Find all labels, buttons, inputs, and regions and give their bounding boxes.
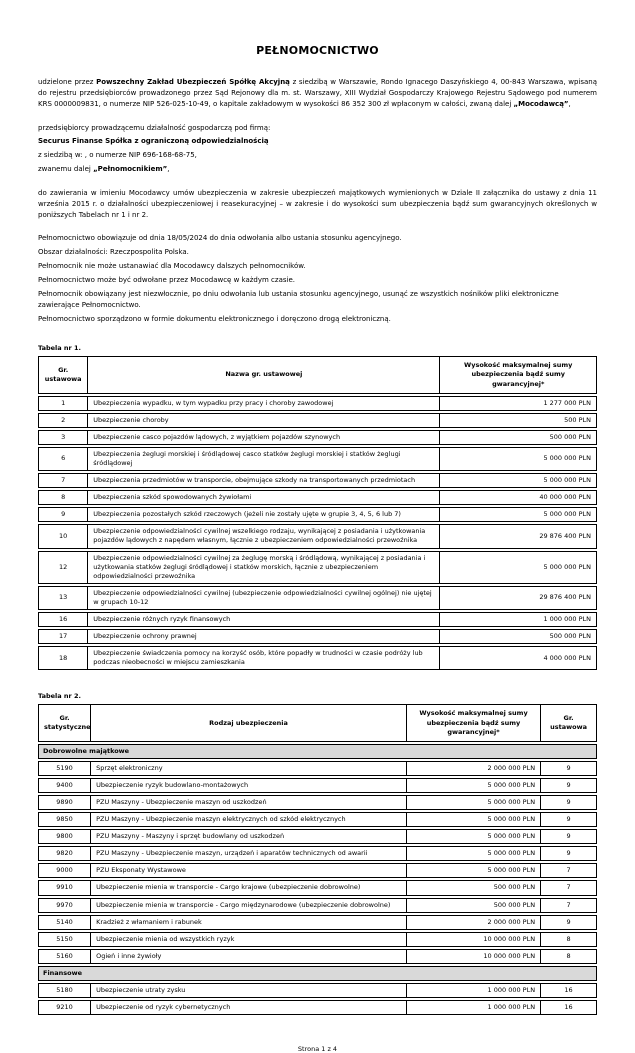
cell-group-number: 16	[541, 1000, 597, 1015]
page-number: Strona 1 z 4	[297, 1045, 338, 1053]
cell-group-number: 9	[541, 778, 597, 793]
cell-section-label: Dobrowolne majątkowe	[38, 744, 597, 759]
text-run: zwanemu dalej	[38, 165, 94, 174]
cell-max-sum: 2 000 000 PLN	[407, 915, 541, 930]
cell-max-sum: 29 876 400 PLN	[440, 524, 597, 548]
cell-insurance-type: Kradzież z włamaniem i rabunek	[91, 915, 407, 930]
table1-row	[38, 413, 597, 428]
cell-max-sum: 29 876 400 PLN	[440, 586, 597, 610]
cell-stat-code: 9970	[38, 898, 91, 913]
cell-max-sum: 1 277 000 PLN	[440, 396, 597, 411]
cell-max-sum: 1 000 000 PLN	[440, 612, 597, 627]
cell-stat-code: 5190	[38, 761, 91, 776]
cell-group-number: 2	[38, 413, 88, 428]
cell-stat-code: 9800	[38, 829, 91, 844]
cell-group-number: 16	[38, 612, 88, 627]
text-run-company-name: Powszechny Zakład Ubezpieczeń Spółkę Akcyjną	[96, 78, 290, 86]
table1-header-name: Nazwa gr. ustawowej	[88, 356, 440, 393]
intro-paragraph-agent-lead: przedsiębiorcy prowadzącemu działalność gospodarczą pod firmą:	[38, 123, 271, 132]
table1-row	[38, 646, 597, 670]
cell-stat-code: 9210	[38, 1000, 91, 1015]
table2-header-row	[38, 704, 597, 741]
revocation-paragraph: Pełnomocnictwo może być odwołane przez Mocodawcę w każdym czasie.	[38, 275, 295, 284]
cell-insurance-type: Ubezpieczenie od ryzyk cybernetycznych	[91, 1000, 407, 1015]
agent-alias-line	[38, 164, 597, 175]
cell-stat-code: 5180	[38, 983, 91, 998]
table2-row	[38, 778, 597, 793]
table2-header-stat-group: Gr. statystyczne	[38, 704, 91, 741]
table1-row	[38, 612, 597, 627]
cell-max-sum: 5 000 000 PLN	[407, 795, 541, 810]
cell-stat-code: 9820	[38, 846, 91, 861]
cell-max-sum: 500 000 PLN	[407, 898, 541, 913]
text-run-agent-alias: „Pełnomocnikiem”	[93, 165, 168, 174]
table1-row	[38, 490, 597, 505]
cell-insurance-type: Sprzęt elektroniczny	[91, 761, 407, 776]
table1-row	[38, 473, 597, 488]
text-run: ,	[568, 99, 571, 108]
table2-section-row	[38, 744, 597, 759]
cell-group-number: 6	[38, 447, 88, 471]
territory-paragraph: Obszar działalności: Rzeczpospolita Polska.	[38, 248, 189, 257]
cell-stat-code: 9000	[38, 863, 91, 878]
table2-row	[38, 932, 597, 947]
cell-group-number: 8	[541, 932, 597, 947]
text-run-grantor-alias: „Mocodawcą”	[513, 99, 569, 108]
cell-group-name: Ubezpieczenia wypadku, w tym wypadku przy pracy i choroby zawodowej	[88, 396, 440, 411]
sub-attorney-paragraph: Pełnomocnik nie może ustanawiać dla Mocodawcy dalszych pełnomocników.	[38, 262, 306, 271]
cell-insurance-type: Ubezpieczenie mienia w transporcie - Cargo międzynarodowe (ubezpieczenie dobrowolne)	[91, 898, 407, 913]
table1-row	[38, 524, 597, 548]
cell-group-number: 9	[541, 761, 597, 776]
cell-group-number: 18	[38, 646, 88, 670]
cell-max-sum: 5 000 000 PLN	[407, 778, 541, 793]
cell-group-name: Ubezpieczenie casco pojazdów lądowych, z wyjątkiem pojazdów szynowych	[88, 430, 440, 445]
table2-row	[38, 898, 597, 913]
table2-row	[38, 915, 597, 930]
cell-insurance-type: Ubezpieczenie ryzyk budowlano-montażowych	[91, 778, 407, 793]
cell-stat-code: 9910	[38, 880, 91, 895]
cell-max-sum: 500 000 PLN	[407, 880, 541, 895]
agent-company-name: Securus Finanse Spółka z ograniczoną odpowiedzialnością	[38, 137, 269, 146]
cell-group-name: Ubezpieczenie różnych ryzyk finansowych	[88, 612, 440, 627]
cell-insurance-type: PZU Maszyny - Ubezpieczenie maszyn elektrycznych od szkód elektrycznych	[91, 812, 407, 827]
text-run: udzielone przez	[38, 78, 97, 86]
table2-row	[38, 863, 597, 878]
table1-statutory-groups	[38, 354, 597, 672]
electronic-form-paragraph: Pełnomocnictwo sporządzono w formie dokumentu elektronicznego i doręczono drogą elektroniczną.	[38, 314, 391, 323]
table1-label: Tabela nr 1.	[38, 344, 82, 353]
cell-insurance-type: Ogień i inne żywioły	[91, 949, 407, 964]
table2-row	[38, 795, 597, 810]
table1-row	[38, 447, 597, 471]
cell-group-number: 9	[541, 915, 597, 930]
cell-stat-code: 9890	[38, 795, 91, 810]
cell-stat-code: 5150	[38, 932, 91, 947]
table2-statistical-groups	[38, 702, 597, 1017]
cell-group-number: 1	[38, 396, 88, 411]
cell-group-number: 17	[38, 629, 88, 644]
cell-max-sum: 5 000 000 PLN	[440, 447, 597, 471]
file-removal-paragraph: Pełnomocnik obowiązany jest niezwłocznie, po dniu odwołania lub ustania stosunku agencyjnego, usunąć ze wszystkich nośników pliki elektroniczne zawierające Pełnomocnictwo.	[38, 289, 559, 309]
table2-row	[38, 829, 597, 844]
cell-group-number: 9	[541, 795, 597, 810]
cell-max-sum: 5 000 000 PLN	[407, 812, 541, 827]
cell-group-name: Ubezpieczenia przedmiotów w transporcie, obejmujące szkody na transportowanych przedmiotach	[88, 473, 440, 488]
cell-stat-code: 9850	[38, 812, 91, 827]
text-run: z siedzibą w Warszawie, Rondo Ignacego Daszyńskiego 4, 00-843 Warszawa, wpisaną do rejestru przedsiębiorców prowadzonego przez Sąd Rejonowy dla m. st. Warszawy, XIII Wydział Gospodarczy Krajowego Rejestru Sądowego pod numerem KRS 0000009831, o numerze NIP 526-025-10-49, o kapitale zakładowym w wysokości 86 352 300 zł wpłaconym w całości, zwaną dalej	[38, 78, 597, 108]
table2-row	[38, 880, 597, 895]
cell-max-sum: 5 000 000 PLN	[407, 863, 541, 878]
cell-group-number: 8	[541, 949, 597, 964]
table1-row	[38, 629, 597, 644]
table2-header-type: Rodzaj ubezpieczenia	[91, 704, 407, 741]
cell-max-sum: 5 000 000 PLN	[407, 846, 541, 861]
cell-max-sum: 5 000 000 PLN	[407, 829, 541, 844]
cell-group-number: 7	[38, 473, 88, 488]
cell-group-name: Ubezpieczenia szkód spowodowanych żywiołami	[88, 490, 440, 505]
cell-max-sum: 10 000 000 PLN	[407, 949, 541, 964]
cell-insurance-type: Ubezpieczenie mienia od wszystkich ryzyk	[91, 932, 407, 947]
table1-row	[38, 551, 597, 584]
table1-header-row	[38, 356, 597, 393]
cell-group-number: 7	[541, 863, 597, 878]
cell-max-sum: 40 000 000 PLN	[440, 490, 597, 505]
cell-group-name: Ubezpieczenie odpowiedzialności cywilnej (ubezpieczenie odpowiedzialności cywilnej ogólnej) nie ujętej w grupach 10-12	[88, 586, 440, 610]
cell-group-number: 9	[38, 507, 88, 522]
table1-body	[38, 396, 597, 671]
cell-group-number: 7	[541, 898, 597, 913]
cell-insurance-type: PZU Maszyny - Maszyny i sprzęt budowlany od uszkodzeń	[91, 829, 407, 844]
cell-group-name: Ubezpieczenia pozostałych szkód rzeczowych (jeżeli nie zostały ujęte w grupie 3, 4, 5, 6 lub 7)	[88, 507, 440, 522]
cell-group-number: 13	[38, 586, 88, 610]
cell-max-sum: 500 PLN	[440, 413, 597, 428]
table1-row	[38, 586, 597, 610]
cell-group-number: 9	[541, 846, 597, 861]
cell-max-sum: 1 000 000 PLN	[407, 1000, 541, 1015]
cell-max-sum: 5 000 000 PLN	[440, 473, 597, 488]
cell-group-number: 3	[38, 430, 88, 445]
table2-row	[38, 761, 597, 776]
page-title: PEŁNOMOCNICTWO	[256, 44, 379, 57]
validity-paragraph: Pełnomocnictwo obowiązuje od dnia 18/05/2024 do dnia odwołania albo ustania stosunku agencyjnego.	[38, 234, 402, 243]
cell-stat-code: 5140	[38, 915, 91, 930]
table2-row	[38, 846, 597, 861]
table2-header-sum: Wysokość maksymalnej sumy ubezpieczenia bądź sumy gwarancyjnej*	[407, 704, 541, 741]
cell-group-number: 10	[38, 524, 88, 548]
cell-group-number: 8	[38, 490, 88, 505]
table2-section-row	[38, 966, 597, 981]
cell-max-sum: 500 000 PLN	[440, 629, 597, 644]
cell-group-number: 9	[541, 812, 597, 827]
table1-header-sum: Wysokość maksymalnej sumy ubezpieczenia bądź sumy gwarancyjnej*	[440, 356, 597, 393]
cell-insurance-type: PZU Maszyny - Ubezpieczenie maszyn od uszkodzeń	[91, 795, 407, 810]
table1-row	[38, 507, 597, 522]
table1-row	[38, 396, 597, 411]
cell-max-sum: 10 000 000 PLN	[407, 932, 541, 947]
cell-stat-code: 9400	[38, 778, 91, 793]
agent-address-nip: z siedzibą w: , o numerze NIP 696-168-68-75,	[38, 151, 197, 160]
cell-insurance-type: Ubezpieczenie utraty zysku	[91, 983, 407, 998]
cell-max-sum: 1 000 000 PLN	[407, 983, 541, 998]
cell-stat-code: 5160	[38, 949, 91, 964]
cell-group-number: 12	[38, 551, 88, 584]
scope-paragraph: do zawierania w imieniu Mocodawcy umów ubezpieczenia w zakresie ubezpieczeń majątkowych wymienionych w Dziale II załącznika do ustawy z dnia 11 września 2015 r. o działalności ubezpieczeniowej i reasekuracyjnej – w zakresie i do wysokości sum ubezpieczenia bądź sum gwarancyjnych określonych w poniższych Tabelach nr 1 i nr 2.	[38, 188, 597, 219]
cell-group-name: Ubezpieczenia żeglugi morskiej i śródlądowej casco statków żeglugi morskiej i statków żeglugi śródlądowej	[88, 447, 440, 471]
cell-group-name: Ubezpieczenie odpowiedzialności cywilnej za żeglugę morską i śródlądową, wynikającej z posiadania i użytkowania statków żeglugi śródlądowej i statków morskich, łącznie z ubezpieczeniem odpowiedzialności przewoźnika	[88, 551, 440, 584]
cell-max-sum: 500 000 PLN	[440, 430, 597, 445]
cell-max-sum: 5 000 000 PLN	[440, 551, 597, 584]
table1-row	[38, 430, 597, 445]
cell-section-label: Finansowe	[38, 966, 597, 981]
cell-max-sum: 2 000 000 PLN	[407, 761, 541, 776]
text-run: ,	[167, 165, 170, 174]
table2-header-group: Gr. ustawowa	[541, 704, 597, 741]
table1-header-group: Gr. ustawowa	[38, 356, 88, 393]
cell-max-sum: 4 000 000 PLN	[440, 646, 597, 670]
table2-row	[38, 983, 597, 998]
cell-group-number: 7	[541, 880, 597, 895]
table2-body	[38, 744, 597, 1016]
cell-group-name: Ubezpieczenie odpowiedzialności cywilnej wszelkiego rodzaju, wynikającej z posiadania i użytkowania pojazdów lądowych z napędem własnym, łącznie z ubezpieczeniem odpowiedzialności przewoźnika	[88, 524, 440, 548]
cell-insurance-type: PZU Maszyny - Ubezpieczenie maszyn, urządzeń i aparatów technicznych od awarii	[91, 846, 407, 861]
table2-row	[38, 1000, 597, 1015]
intro-paragraph-grantor	[38, 77, 597, 110]
cell-group-number: 16	[541, 983, 597, 998]
table2-row	[38, 812, 597, 827]
cell-max-sum: 5 000 000 PLN	[440, 507, 597, 522]
cell-group-name: Ubezpieczenie choroby	[88, 413, 440, 428]
cell-group-name: Ubezpieczenie ochrony prawnej	[88, 629, 440, 644]
table2-label: Tabela nr 2.	[38, 692, 82, 701]
table2-row	[38, 949, 597, 964]
cell-insurance-type: PZU Eksponaty Wystawowe	[91, 863, 407, 878]
cell-group-number: 9	[541, 829, 597, 844]
cell-insurance-type: Ubezpieczenie mienia w transporcie - Cargo krajowe (ubezpieczenie dobrowolne)	[91, 880, 407, 895]
cell-group-name: Ubezpieczenie świadczenia pomocy na korzyść osób, które popadły w trudności w czasie podróży lub podczas nieobecności w miejscu zamieszkania	[88, 646, 440, 670]
